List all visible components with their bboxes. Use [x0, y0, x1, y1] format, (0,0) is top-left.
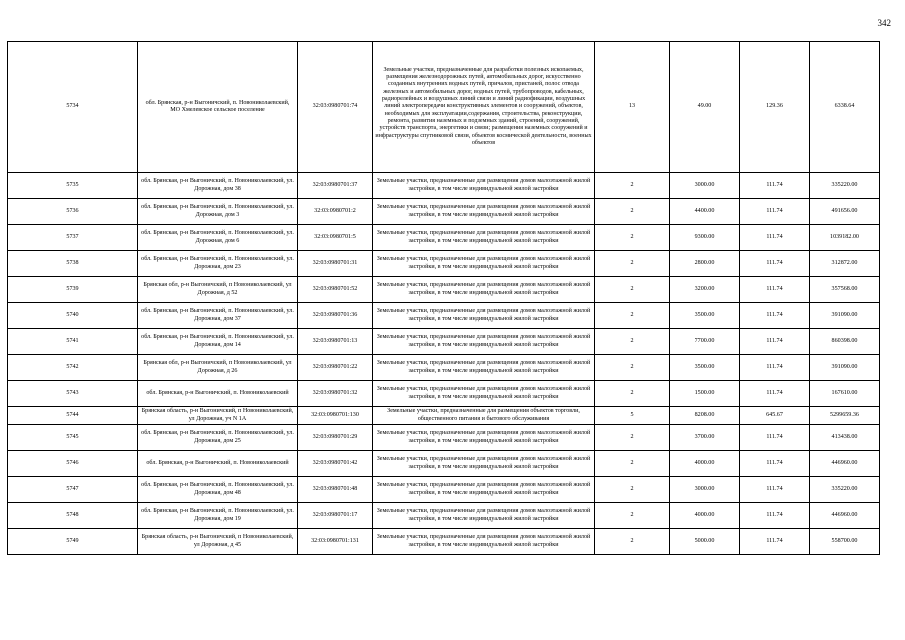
address-cell: обл. Брянская, р-н Выгоничский, п. Новониколаевский, ул. Дорожная, дом 3 [138, 199, 298, 225]
cadastral-value-cell: 335220.00 [810, 173, 880, 199]
land-purpose-cell: Земельные участки, предназначенные для размещения домов малоэтажной жилой застройки, в том числе индивидуальной жилой застройки [373, 199, 595, 225]
row-number: 5744 [8, 407, 138, 425]
cadastral-value-cell: 413438.00 [810, 425, 880, 451]
table-row [8, 477, 880, 503]
cadastral-number-cell: 32:03:0980701:32 [298, 381, 373, 407]
specific-value-cell: 645.67 [740, 407, 810, 425]
area-cell: 2800.00 [670, 251, 740, 277]
usage-group-cell: 2 [595, 381, 670, 407]
cadastral-number-cell: 32:03:0980701:22 [298, 355, 373, 381]
page-number: 342 [877, 18, 891, 28]
table-row [8, 173, 880, 199]
usage-group-cell: 2 [595, 529, 670, 555]
table-row [8, 277, 880, 303]
specific-value-cell: 111.74 [740, 303, 810, 329]
cadastral-value-cell: 335220.00 [810, 477, 880, 503]
address-cell: Брянская область, р-н Выгоничский, п Новониколаевский, ул Дорожная, уч N 1А [138, 407, 298, 425]
land-purpose-cell: Земельные участки, предназначенные для размещения домов малоэтажной жилой застройки, в том числе индивидуальной жилой застройки [373, 303, 595, 329]
table-row [8, 225, 880, 251]
cadastral-number-cell: 32:03:0980701:17 [298, 503, 373, 529]
row-number: 5748 [8, 503, 138, 529]
address-cell: обл. Брянская, р-н Выгоничский, п. Новониколаевский, ул. Дорожная, дом 19 [138, 503, 298, 529]
table-body [8, 42, 880, 555]
area-cell: 4400.00 [670, 199, 740, 225]
address-cell: обл. Брянская, р-н Выгоничский, п. Новониколаевский, ул. Дорожная, дом 38 [138, 173, 298, 199]
cadastral-value-cell: 312872.00 [810, 251, 880, 277]
land-purpose-cell: Земельные участки, предназначенные для размещения домов малоэтажной жилой застройки, в том числе индивидуальной жилой застройки [373, 451, 595, 477]
row-number: 5735 [8, 173, 138, 199]
table-row [8, 425, 880, 451]
land-purpose-cell: Земельные участки, предназначенные для размещения домов малоэтажной жилой застройки, в том числе индивидуальной жилой застройки [373, 477, 595, 503]
cadastral-value-cell: 167610.00 [810, 381, 880, 407]
cadastral-number-cell: 32:03:0980701:42 [298, 451, 373, 477]
land-purpose-cell: Земельные участки, предназначенные для размещения домов малоэтажной жилой застройки, в том числе индивидуальной жилой застройки [373, 225, 595, 251]
row-number: 5747 [8, 477, 138, 503]
area-cell: 1500.00 [670, 381, 740, 407]
specific-value-cell: 111.74 [740, 173, 810, 199]
row-number: 5749 [8, 529, 138, 555]
area-cell: 3200.00 [670, 277, 740, 303]
cadastral-value-cell: 5299659.36 [810, 407, 880, 425]
usage-group-cell: 2 [595, 173, 670, 199]
cadastral-number-cell: 32:03:0980701:52 [298, 277, 373, 303]
table-row [8, 451, 880, 477]
specific-value-cell: 111.74 [740, 199, 810, 225]
address-cell: обл. Брянская, р-н Выгоничский, п. Новониколаевский, ул. Дорожная, дом 14 [138, 329, 298, 355]
cadastral-value-table [7, 41, 880, 555]
specific-value-cell: 111.74 [740, 529, 810, 555]
address-cell: обл. Брянская, р-н Выгоничский, п. Новониколаевский, ул. Дорожная, дом 23 [138, 251, 298, 277]
row-number: 5743 [8, 381, 138, 407]
table-row [8, 329, 880, 355]
cadastral-number-cell: 32:03:0980701:31 [298, 251, 373, 277]
cadastral-number-cell: 32:03:0980701:130 [298, 407, 373, 425]
cadastral-value-cell: 6338.64 [810, 42, 880, 173]
table-row [8, 42, 880, 173]
specific-value-cell: 111.74 [740, 251, 810, 277]
area-cell: 3000.00 [670, 173, 740, 199]
row-number: 5746 [8, 451, 138, 477]
table-row [8, 503, 880, 529]
usage-group-cell: 5 [595, 407, 670, 425]
table-row [8, 355, 880, 381]
usage-group-cell: 2 [595, 199, 670, 225]
area-cell: 4000.00 [670, 451, 740, 477]
land-purpose-cell: Земельные участки, предназначенные для размещения объектов торговли, общественного питания и бытового обслуживания [373, 407, 595, 425]
address-cell: обл. Брянская, р-н Выгоничский, п. Новониколаевский [138, 381, 298, 407]
specific-value-cell: 111.74 [740, 381, 810, 407]
address-cell: обл. Брянская, р-н Выгоничский, п. Новониколаевский, ул. Дорожная, дом 48 [138, 477, 298, 503]
area-cell: 3500.00 [670, 355, 740, 381]
address-cell: Брянская область, р-н Выгоничский, п Новониколаевский, ул Дорожная, д 45 [138, 529, 298, 555]
usage-group-cell: 2 [595, 303, 670, 329]
address-cell: Брянская обл, р-н Выгоничский, п Новониколаевский, ул Дорожная, д 52 [138, 277, 298, 303]
area-cell: 4000.00 [670, 503, 740, 529]
cadastral-value-cell: 860398.00 [810, 329, 880, 355]
usage-group-cell: 2 [595, 225, 670, 251]
cadastral-value-cell: 446960.00 [810, 503, 880, 529]
cadastral-number-cell: 32:03:0980701:74 [298, 42, 373, 173]
row-number: 5742 [8, 355, 138, 381]
cadastral-value-cell: 491656.00 [810, 199, 880, 225]
row-number: 5741 [8, 329, 138, 355]
cadastral-value-cell: 391090.00 [810, 303, 880, 329]
cadastral-number-cell: 32:03:0980701:13 [298, 329, 373, 355]
cadastral-number-cell: 32:03:0980701:36 [298, 303, 373, 329]
specific-value-cell: 111.74 [740, 355, 810, 381]
cadastral-value-cell: 558700.00 [810, 529, 880, 555]
row-number: 5737 [8, 225, 138, 251]
usage-group-cell: 2 [595, 251, 670, 277]
land-purpose-cell: Земельные участки, предназначенные для размещения домов малоэтажной жилой застройки, в том числе индивидуальной жилой застройки [373, 355, 595, 381]
cadastral-number-cell: 32:03:0980701:131 [298, 529, 373, 555]
land-purpose-cell: Земельные участки, предназначенные для размещения домов малоэтажной жилой застройки, в том числе индивидуальной жилой застройки [373, 529, 595, 555]
cadastral-number-cell: 32:03:0980701:37 [298, 173, 373, 199]
cadastral-value-cell: 391090.00 [810, 355, 880, 381]
area-cell: 3500.00 [670, 303, 740, 329]
usage-group-cell: 13 [595, 42, 670, 173]
usage-group-cell: 2 [595, 355, 670, 381]
usage-group-cell: 2 [595, 329, 670, 355]
land-purpose-cell: Земельные участки, предназначенные для размещения домов малоэтажной жилой застройки, в том числе индивидуальной жилой застройки [373, 277, 595, 303]
area-cell: 5000.00 [670, 529, 740, 555]
usage-group-cell: 2 [595, 425, 670, 451]
address-cell: Брянская обл, р-н Выгоничский, п Новониколаевский, ул Дорожная, д 26 [138, 355, 298, 381]
area-cell: 3700.00 [670, 425, 740, 451]
address-cell: обл. Брянская, р-н Выгоничский, п. Новониколаевский, МО Хмелевское сельское поселение [138, 42, 298, 173]
row-number: 5738 [8, 251, 138, 277]
address-cell: обл. Брянская, р-н Выгоничский, п. Новониколаевский, ул. Дорожная, дом 25 [138, 425, 298, 451]
land-purpose-cell: Земельные участки, предназначенные для разработки полезных ископаемых, размещения железнодорожных путей, автомобильных дорог, искусственно созданных внутренних водных путей, причалов, пристаней, полос отвода железных и автомобильных дорог, водных путей, трубопроводов, кабельных, радиорелейных и воздушных линий связи и линий радиофикации, воздушных линий электропередачи конструктивных элементов и сооружений, объектов, необходимых для эксплуатации,содержания, строительства, реконструкции, ремонта, развития наземных и подземных зданий, строений, сооружений, устройств транспорта, энергетики и связи; размещения наземных сооружений и инфраструктуры спутниковой связи, объектов космической деятельности, военных объектов [373, 42, 595, 173]
usage-group-cell: 2 [595, 277, 670, 303]
land-purpose-cell: Земельные участки, предназначенные для размещения домов малоэтажной жилой застройки, в том числе индивидуальной жилой застройки [373, 381, 595, 407]
table-row [8, 529, 880, 555]
table-row [8, 381, 880, 407]
usage-group-cell: 2 [595, 477, 670, 503]
cadastral-number-cell: 32:03:0980701:5 [298, 225, 373, 251]
area-cell: 49.00 [670, 42, 740, 173]
address-cell: обл. Брянская, р-н Выгоничский, п. Новониколаевский [138, 451, 298, 477]
area-cell: 3000.00 [670, 477, 740, 503]
specific-value-cell: 111.74 [740, 425, 810, 451]
cadastral-number-cell: 32:03:0980701:29 [298, 425, 373, 451]
cadastral-number-cell: 32:03:0980701:2 [298, 199, 373, 225]
table-row [8, 407, 880, 425]
address-cell: обл. Брянская, р-н Выгоничский, п. Новониколаевский, ул. Дорожная, дом 6 [138, 225, 298, 251]
row-number: 5740 [8, 303, 138, 329]
specific-value-cell: 111.74 [740, 477, 810, 503]
table-row [8, 303, 880, 329]
specific-value-cell: 111.74 [740, 329, 810, 355]
land-purpose-cell: Земельные участки, предназначенные для размещения домов малоэтажной жилой застройки, в том числе индивидуальной жилой застройки [373, 425, 595, 451]
land-purpose-cell: Земельные участки, предназначенные для размещения домов малоэтажной жилой застройки, в том числе индивидуальной жилой застройки [373, 251, 595, 277]
land-purpose-cell: Земельные участки, предназначенные для размещения домов малоэтажной жилой застройки, в том числе индивидуальной жилой застройки [373, 503, 595, 529]
specific-value-cell: 111.74 [740, 503, 810, 529]
address-cell: обл. Брянская, р-н Выгоничский, п. Новониколаевский, ул. Дорожная, дом 37 [138, 303, 298, 329]
cadastral-value-cell: 1039182.00 [810, 225, 880, 251]
area-cell: 7700.00 [670, 329, 740, 355]
area-cell: 9300.00 [670, 225, 740, 251]
specific-value-cell: 111.74 [740, 451, 810, 477]
usage-group-cell: 2 [595, 451, 670, 477]
specific-value-cell: 111.74 [740, 277, 810, 303]
table-row [8, 251, 880, 277]
land-purpose-cell: Земельные участки, предназначенные для размещения домов малоэтажной жилой застройки, в том числе индивидуальной жилой застройки [373, 329, 595, 355]
table-row [8, 199, 880, 225]
cadastral-value-cell: 357568.00 [810, 277, 880, 303]
specific-value-cell: 111.74 [740, 225, 810, 251]
usage-group-cell: 2 [595, 503, 670, 529]
land-purpose-cell: Земельные участки, предназначенные для размещения домов малоэтажной жилой застройки, в том числе индивидуальной жилой застройки [373, 173, 595, 199]
specific-value-cell: 129.36 [740, 42, 810, 173]
row-number: 5745 [8, 425, 138, 451]
cadastral-value-cell: 446960.00 [810, 451, 880, 477]
area-cell: 8208.00 [670, 407, 740, 425]
row-number: 5739 [8, 277, 138, 303]
row-number: 5736 [8, 199, 138, 225]
row-number: 5734 [8, 42, 138, 173]
cadastral-number-cell: 32:03:0980701:48 [298, 477, 373, 503]
